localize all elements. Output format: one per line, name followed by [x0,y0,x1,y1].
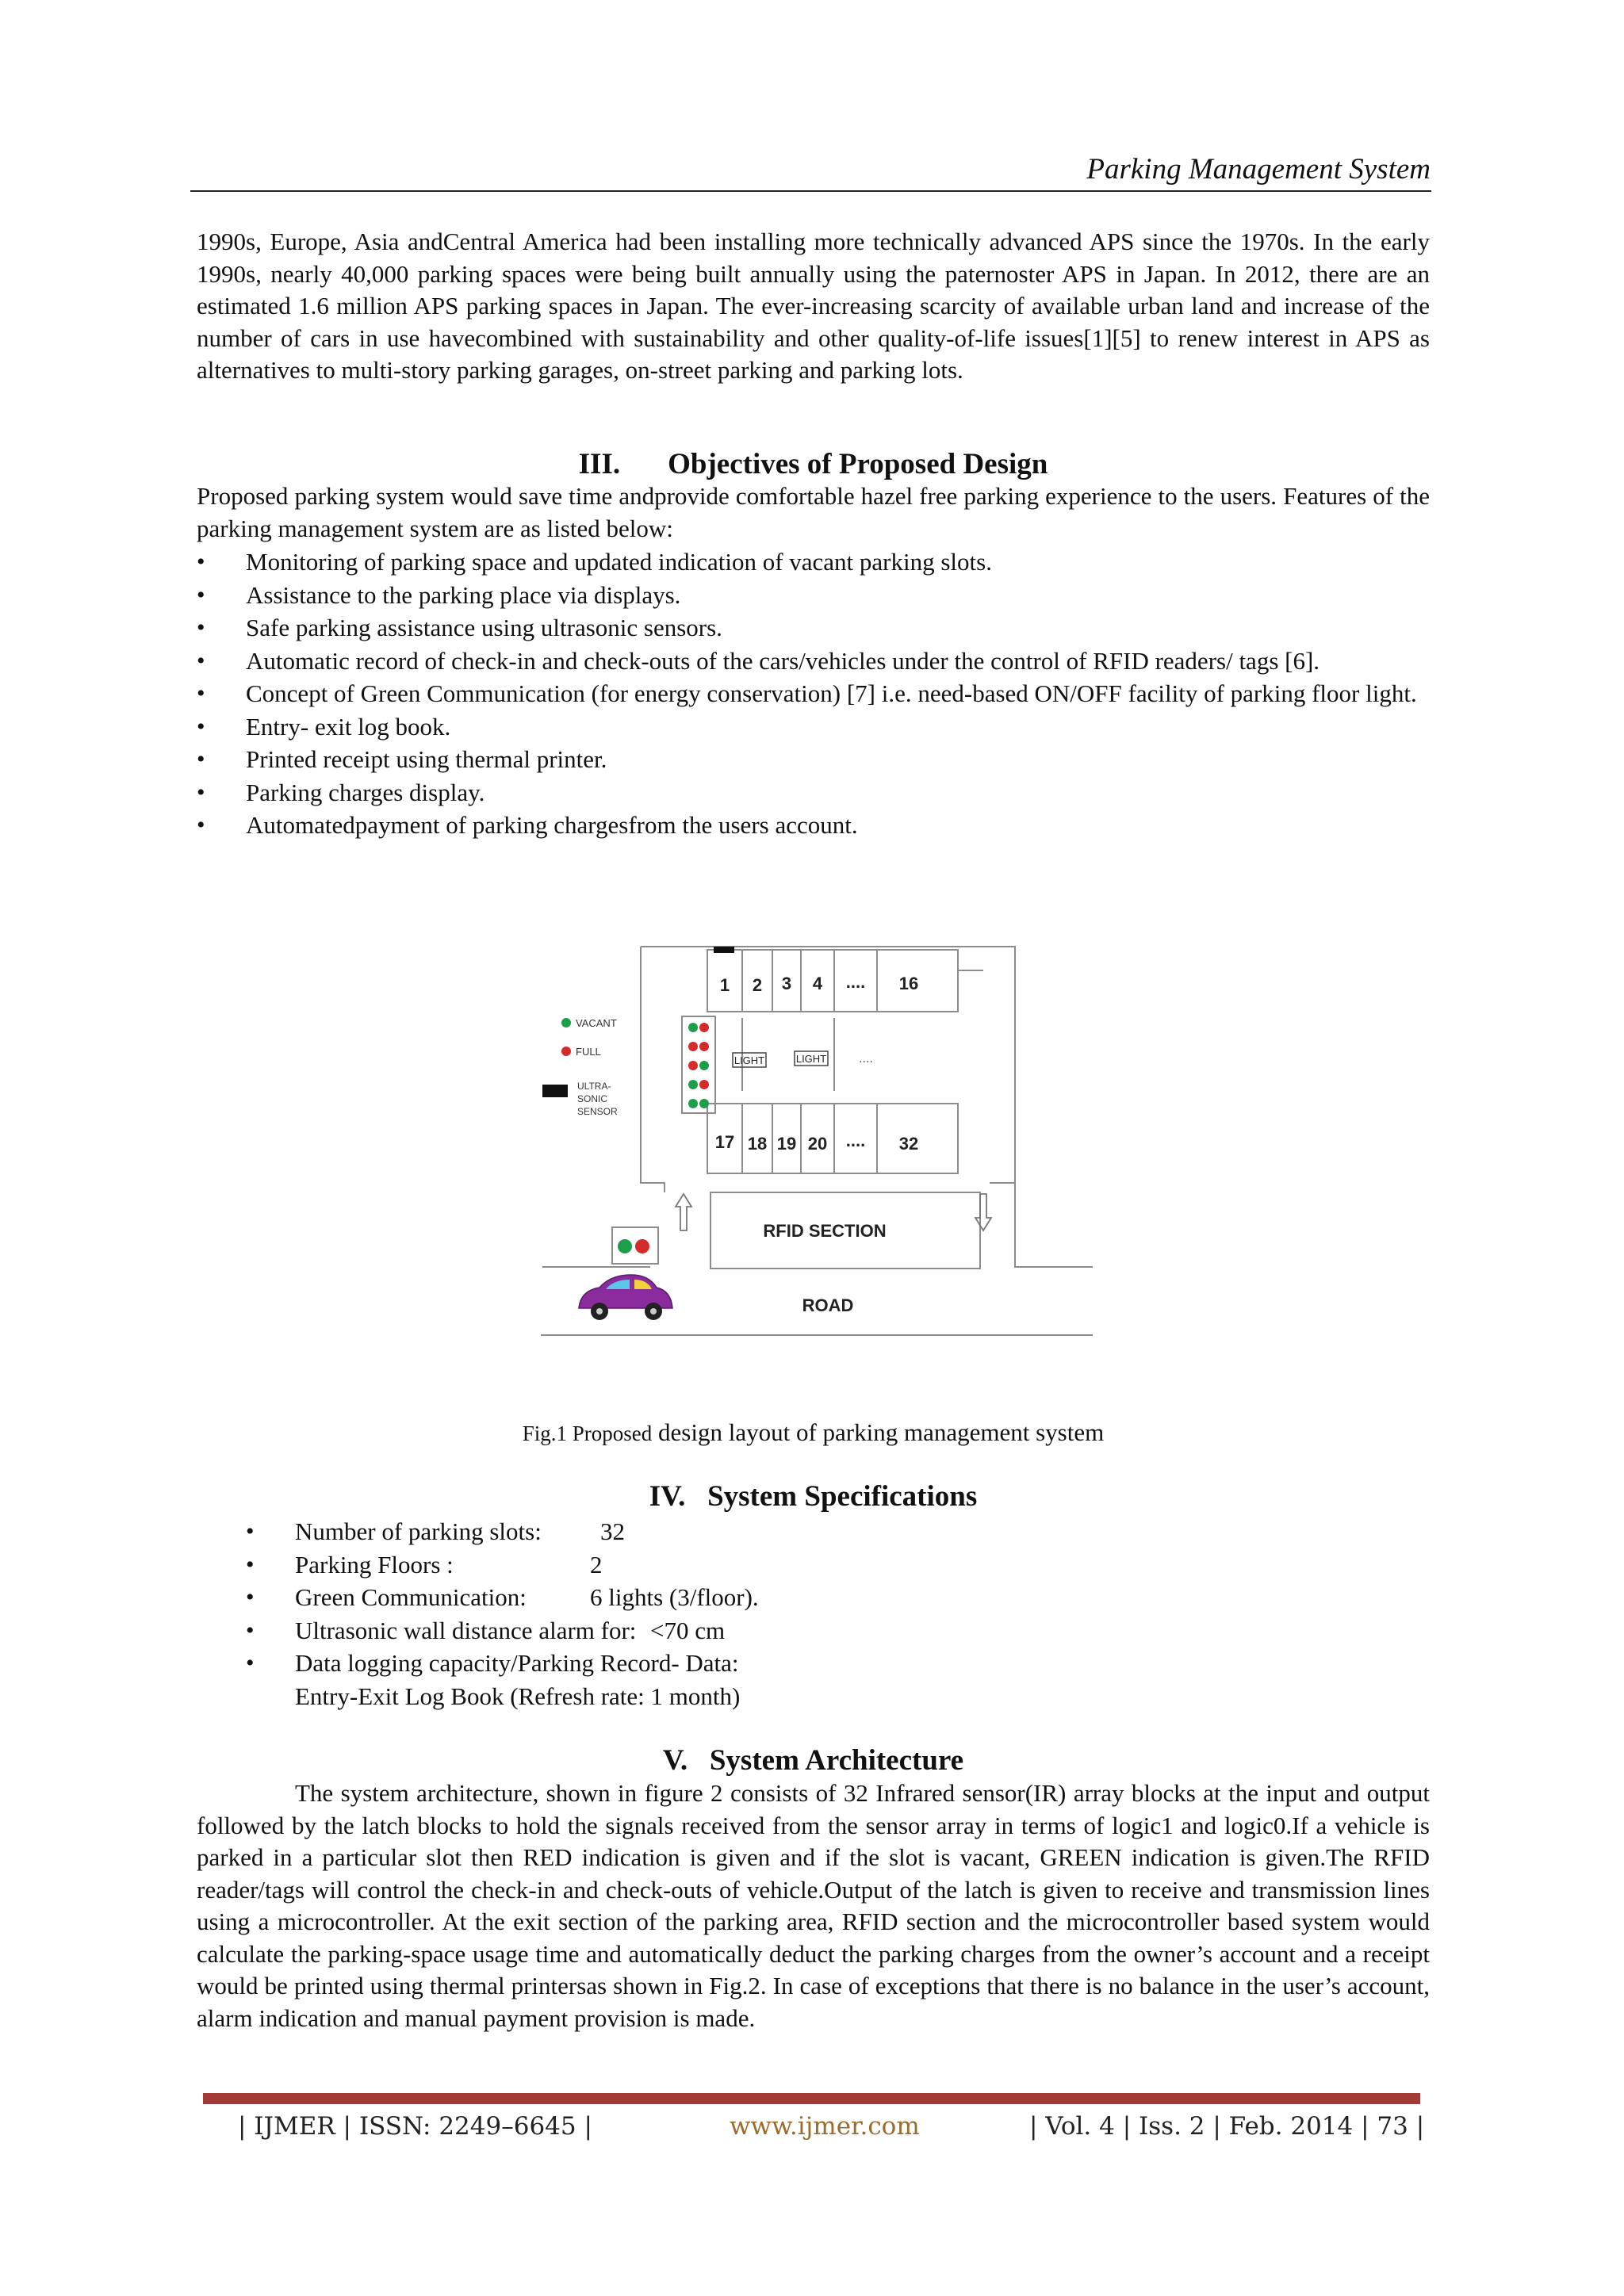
legend-vacant-label: VACANT [576,1017,617,1029]
legend-sensor-label: SONIC [577,1093,608,1104]
legend-full-label: FULL [576,1046,601,1058]
spec-label: Number of parking slots: [295,1517,542,1545]
list-item: • Assistance to the parking place via displays. [197,579,1430,612]
top-slot-row [707,950,958,1012]
section-4-title: System Specifications [707,1480,978,1513]
list-item [246,1548,1356,1582]
slot-label: 17 [714,1132,735,1152]
slot-label: 1 [719,975,730,995]
section-5-heading [197,1743,1430,1777]
legend-sensor-label: ULTRA- [577,1081,611,1092]
spec-value: 6 lights (3/floor). [590,1583,759,1611]
list-item [246,1581,1356,1614]
list-item: • Automatedpayment of parking chargesfrom the users account. [197,809,1430,842]
slot-label: 3 [781,974,792,993]
car-icon [579,1275,672,1320]
list-item [246,1647,1356,1712]
slot-label: 4 [812,974,823,993]
road-label: ROAD [802,1295,854,1315]
slot-label: .... [845,972,866,992]
intro-paragraph: 1990s, Europe, Asia andCentral America had been installing more technically advanced APS since the 1970s. In the early 1990s, nearly 40,000 parking spaces were being built annually using the paternoster APS in Japan. In 2012, there are an estimated 1.6 million APS parking spaces in Japan. The ever-increasing scarcity of available urban land and increase of the number of cars in use havecombined with sustainability and other quality-of-life issues[1][5] to renew interest in APS as alternatives to multi-story parking garages, on-street parking and parking lots. [197,228,1430,384]
parking-layout-figure [523,936,1110,1348]
list-item: • Automatic record of check-in and check-outs of the cars/vehicles under the control of RFID readers/ tags [6]. [197,645,1430,678]
building-outline-right-exit [1015,1183,1093,1267]
section-3-number: III. [578,448,621,480]
list-item: • Concept of Green Communication (for energy conservation) [7] i.e. need-based ON/OFF facility of parking floor light. [197,677,1430,710]
spec-value: <70 cm [650,1616,726,1644]
entry-red-light [635,1239,649,1253]
list-item: • Parking charges display. [197,776,1430,809]
list-item [246,1515,1356,1548]
section-4-number: IV. [649,1480,686,1513]
section-5-number: V. [662,1744,688,1777]
entry-green-light [618,1239,632,1253]
section-3-title: Objectives of Proposed Design [668,448,1048,480]
light-label: LIGHT [795,1053,827,1065]
spec-value: 2 [590,1550,603,1578]
section-4-heading [197,1479,1430,1513]
section-5-paragraph: The system architecture, shown in figure 2 consists of 32 Infrared sensor(IR) array blocks at the input and output followed by the latch blocks to hold the signals received from the sensor array in terms of logic1 and logic0.If a vehicle is parked in a particular slot then RED indication is given and if the slot is vacant, GREEN indication is given.The RFID reader/tags will control the check-in and check-outs of vehicle.Output of the latch is given to receive and transmission lines using a microcontroller. At the exit section of the parking area, RFID section and the microcontroller based system would calculate the parking-space usage time and automatically deduct the parking charges from the owner’s account and a receipt would be printed using thermal printersas shown in Fig.2. In case of exceptions that there is no balance in the user’s account, alarm indication and manual payment provision is made. [197,1779,1430,2032]
building-outline-left [641,947,665,1192]
specifications-list [246,1515,1356,1712]
list-item: • Safe parking assistance using ultrasonic sensors. [197,611,1430,645]
spec-label: Green Communication: [295,1583,527,1611]
legend-vacant-dot [561,1018,571,1027]
ultrasonic-sensor-marker [714,947,734,953]
list-item [246,1614,1356,1647]
spec-label: Parking Floors : [295,1550,454,1578]
entry-arrow-up-icon [676,1194,691,1230]
spec-value: Entry-Exit Log Book (Refresh rate: 1 month) [295,1682,741,1710]
footer-rule [203,2093,1420,2104]
slot-label: 20 [807,1134,828,1154]
objectives-list [197,545,1430,842]
legend-full-dot [561,1047,571,1056]
slot-label: 32 [898,1134,919,1154]
footer-website-link[interactable]: www.ijmer.com [730,2112,920,2141]
legend-sensor-block [542,1085,568,1097]
figure-caption-text: design layout of parking management system [652,1418,1105,1446]
running-header-title: Parking Management System [1086,153,1431,186]
footer-journal-info: | IJMER | ISSN: 2249–6645 | [238,2112,592,2141]
spec-label: Ultrasonic wall distance alarm for: [295,1616,637,1644]
slot-label: 2 [752,975,763,995]
slot-indicator-panel [682,1016,715,1113]
section-3-heading [197,447,1430,481]
middle-dots: .... [859,1052,873,1066]
spec-value: 32 [600,1517,625,1545]
section-3-paragraph: Proposed parking system would save time andprovide comfortable hazel free parking experience to the users. Features of the parking management system are as listed below: [197,482,1430,542]
indicator-dots [688,1023,709,1108]
list-item: • Monitoring of parking space and updated indication of vacant parking slots. [197,545,1430,579]
exit-arrow-down-icon [975,1194,991,1230]
spec-label: • Data logging capacity/Parking Record- Data: [295,1649,739,1677]
footer-issue-info: | Vol. 4 | Iss. 2 | Feb. 2014 | 73 | [1029,2112,1425,2141]
rfid-section-label: RFID SECTION [763,1221,887,1241]
list-item: • Entry- exit log book. [197,710,1430,744]
section-5-title: System Architecture [709,1744,964,1777]
figure-1-caption [197,1418,1430,1447]
slot-label: .... [845,1131,866,1150]
light-label: LIGHT [733,1054,765,1066]
slot-label: 18 [747,1134,768,1154]
slot-label: 16 [898,974,919,993]
header-rule [190,190,1431,192]
legend-sensor-label: SENSOR [577,1106,618,1117]
slot-label: 19 [776,1134,797,1154]
bottom-slot-row [707,1104,958,1173]
list-item: • Printed receipt using thermal printer. [197,743,1430,776]
figure-caption-prefix: Fig.1 Proposed [522,1422,653,1445]
